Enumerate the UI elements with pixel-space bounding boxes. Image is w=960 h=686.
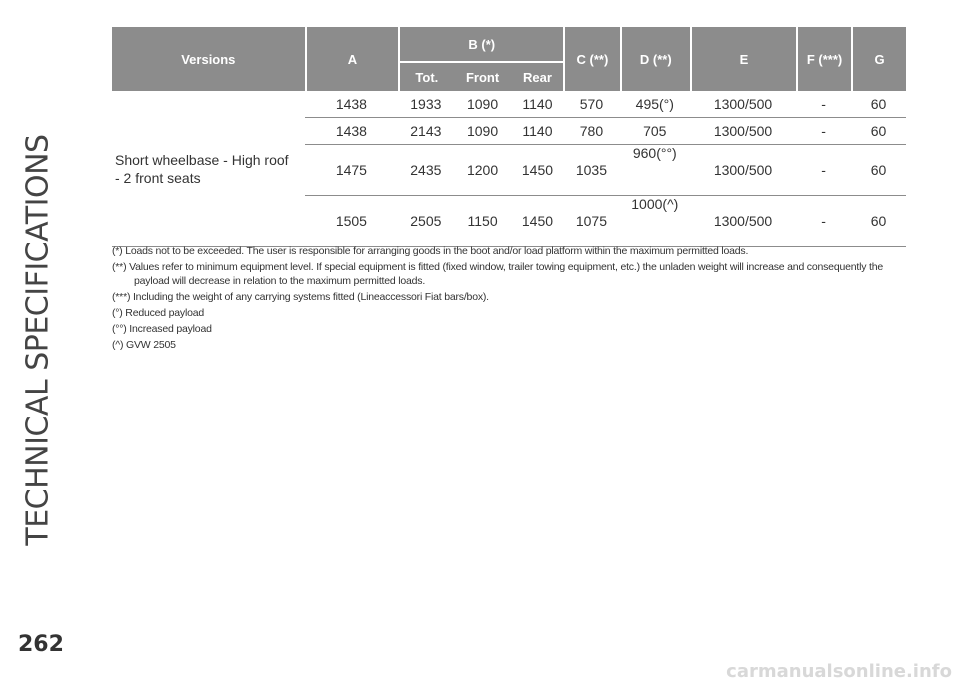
- footnote: (°°) Increased payload: [112, 323, 212, 335]
- cell-g: 60: [851, 118, 906, 145]
- cell-b-rear: 1140: [512, 91, 564, 118]
- cell-b-tot: 2435: [398, 145, 453, 196]
- header-e: E: [690, 27, 796, 91]
- header-g: G: [851, 27, 906, 91]
- cell-g: 60: [851, 196, 906, 247]
- footnote: (**) Values refer to minimum equipment level. If special equipment is fitted (fixed window, trailer towing equipment, etc.) the unladen weight will increase and consequently the payload will decrease in relation to the maximum permitted loads.: [112, 261, 883, 287]
- cell-f: -: [796, 118, 851, 145]
- cell-d: 960(°°): [620, 145, 690, 196]
- cell-b-rear: 1450: [512, 196, 564, 247]
- cell-b-rear: 1140: [512, 118, 564, 145]
- header-b-rear: Rear: [512, 63, 564, 91]
- cell-d: 1000(^): [620, 196, 690, 247]
- header-f: F (***): [796, 27, 851, 91]
- table-header-row: [112, 27, 906, 63]
- cell-d: 705: [620, 118, 690, 145]
- header-versions: Versions: [112, 27, 305, 91]
- cell-f: -: [796, 91, 851, 118]
- cell-a: 1475: [305, 145, 399, 196]
- cell-d: 495(°): [620, 91, 690, 118]
- cell-b-tot: 1933: [398, 91, 453, 118]
- specifications-table: [112, 27, 906, 247]
- cell-e: 1300/500: [690, 145, 796, 196]
- cell-a: 1438: [305, 118, 399, 145]
- cell-e: 1300/500: [690, 91, 796, 118]
- footnote: (^) GVW 2505: [112, 339, 176, 351]
- header-c: C (**): [563, 27, 619, 91]
- cell-a: 1505: [305, 196, 399, 247]
- footnote: (*) Loads not to be exceeded. The user is responsible for arranging goods in the boot and/or load platform within the maximum permitted loads.: [112, 245, 749, 257]
- version-name: Short wheelbase - High roof - 2 front seats: [112, 91, 305, 247]
- cell-b-rear: 1450: [512, 145, 564, 196]
- header-a: A: [305, 27, 399, 91]
- footnote: (***) Including the weight of any carrying systems fitted (Lineaccessori Fiat bars/box).: [112, 291, 489, 303]
- cell-c: 780: [563, 118, 619, 145]
- cell-b-front: 1090: [454, 118, 512, 145]
- cell-b-front: 1200: [454, 145, 512, 196]
- header-b-tot: Tot.: [398, 63, 453, 91]
- header-b-group: B (*): [398, 27, 563, 63]
- table-row: [112, 91, 906, 118]
- cell-b-front: 1090: [454, 91, 512, 118]
- header-b-front: Front: [454, 63, 512, 91]
- section-title: TECHNICAL SPECIFICATIONS: [20, 134, 56, 546]
- cell-c: 1075: [563, 196, 619, 247]
- cell-f: -: [796, 145, 851, 196]
- cell-g: 60: [851, 145, 906, 196]
- cell-b-tot: 2143: [398, 118, 453, 145]
- watermark: carmanualsonline.info: [726, 661, 952, 682]
- cell-g: 60: [851, 91, 906, 118]
- page-number: 262: [18, 632, 64, 657]
- footnotes: [112, 244, 912, 354]
- cell-e: 1300/500: [690, 118, 796, 145]
- cell-b-front: 1150: [454, 196, 512, 247]
- cell-c: 1035: [563, 145, 619, 196]
- cell-a: 1438: [305, 91, 399, 118]
- cell-e: 1300/500: [690, 196, 796, 247]
- footnote: (°) Reduced payload: [112, 307, 205, 319]
- cell-c: 570: [563, 91, 619, 118]
- header-d: D (**): [620, 27, 690, 91]
- cell-f: -: [796, 196, 851, 247]
- cell-b-tot: 2505: [398, 196, 453, 247]
